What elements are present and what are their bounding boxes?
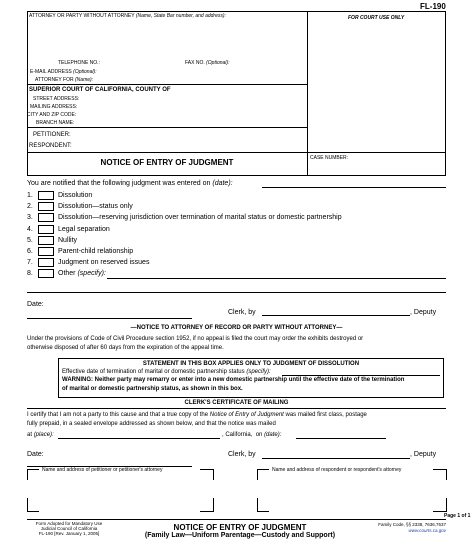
page-number: Page 1 of 1 [444, 513, 471, 519]
case-number-label: CASE NUMBER: [310, 155, 349, 161]
judgment-item [27, 236, 447, 246]
statement-heading: STATEMENT IN THIS BOX APPLIES ONLY TO JUDGMENT OF DISSOLUTION [142, 361, 360, 367]
email-input[interactable] [100, 67, 304, 75]
footer-title: NOTICE OF ENTRY OF JUDGMENT [173, 523, 307, 532]
notice-heading: —NOTICE TO ATTORNEY OF RECORD OR PARTY WITHOUT ATTORNEY— [130, 325, 343, 331]
judgment-item [27, 202, 447, 212]
date-label: Date: [27, 301, 44, 308]
county-input[interactable] [176, 86, 304, 94]
item-number: 6. [27, 248, 33, 255]
fax-label: FAX NO. (Optional): [185, 60, 230, 66]
item-number: 4. [27, 225, 33, 233]
certificate-divider [27, 408, 446, 409]
telephone-input[interactable] [104, 58, 174, 66]
petitioner-label: PETITIONER: [33, 132, 71, 138]
footer-subtitle: (Family Law—Uniform Parentage—Custody and Support) [144, 532, 336, 539]
certificate-line-1: I certify that I am not a party to this cause and that a true copy of the Notice of Entry of Judgment was mailed first class, postage [27, 412, 367, 418]
item-label: Legal separation [58, 225, 110, 233]
judgment-item [27, 191, 447, 201]
petitioner-box-label: Name and address of petitioner or petitioner's attorney [42, 467, 163, 473]
adopted-notice: Form Adopted for Mandatory Use Judicial Council of California FL-190 [Rev. January 1, 2005] [35, 521, 103, 536]
other-specify-line-2[interactable] [27, 292, 446, 293]
judgment-item [27, 247, 447, 257]
case-number-input[interactable] [310, 162, 443, 173]
judgment-date-input[interactable] [262, 187, 446, 188]
item-label: Nullity [58, 236, 78, 244]
city-input[interactable] [90, 111, 304, 118]
clerk-label: Clerk, by [228, 309, 256, 316]
item-checkbox[interactable] [38, 236, 54, 245]
cert-clerk-input[interactable] [262, 458, 410, 459]
attorney-label: ATTORNEY OR PARTY WITHOUT ATTORNEY (Name, State Bar number, and address): [29, 13, 226, 19]
item-label: Dissolution [58, 192, 93, 199]
place-input[interactable] [58, 438, 220, 439]
warning-line-1: WARNING: Neither party may remarry or enter into a new domestic partnership until the effective date of the termination [62, 377, 405, 383]
item-label: Other (specify): [58, 270, 106, 278]
item-number: 2. [27, 203, 33, 211]
courts-website-link[interactable]: www.courts.ca.gov [408, 528, 446, 533]
item-checkbox[interactable] [38, 191, 54, 200]
city-label: CITY AND ZIP CODE: [27, 112, 77, 118]
item-label: Judgment on reserved issues [58, 259, 150, 267]
notice-title: NOTICE OF ENTRY OF JUDGMENT [100, 158, 234, 167]
mailed-date-input[interactable] [296, 438, 386, 439]
item-number: 1. [27, 192, 33, 199]
street-label: STREET ADDRESS: [33, 96, 80, 102]
item-label: Dissolution—reserving jurisdiction over termination of marital status or domestic partnership [58, 214, 342, 222]
branch-input[interactable] [90, 119, 304, 126]
cert-date-label: Date: [27, 451, 44, 458]
form-code: FL-190 [420, 2, 446, 11]
item-number: 8. [27, 270, 33, 278]
respondent-input[interactable] [75, 141, 304, 150]
judgment-item [27, 258, 447, 268]
notice-line-2: otherwise disposed of after 60 days from the expiration of the appeal time. [27, 345, 224, 351]
item-number: 3. [27, 214, 33, 222]
intro-text: You are notified that the following judgment was entered on (date): [27, 180, 233, 187]
item-checkbox[interactable] [38, 258, 54, 267]
place-label: at (place): [27, 432, 54, 438]
warning-line-2: of marital or domestic partnership status, as shown in this box. [62, 386, 243, 392]
effective-date-input[interactable] [282, 375, 440, 376]
cert-clerk-label: Clerk, by [228, 451, 256, 458]
mailing-label: MAILING ADDRESS: [30, 104, 78, 110]
attorney-input[interactable] [30, 22, 302, 56]
email-label: E-MAIL ADDRESS (Optional): [30, 69, 97, 75]
judgment-item [27, 213, 447, 223]
fax-input[interactable] [228, 58, 304, 66]
cert-deputy-label: , Deputy [410, 451, 437, 458]
judgment-item [27, 225, 447, 235]
california-label: , California, on (date): [222, 432, 282, 438]
date-input[interactable] [27, 318, 192, 319]
footer-divider [27, 519, 446, 520]
clerk-input[interactable] [262, 315, 410, 316]
family-code: Family Code, §§ 2338, 7636,7637 [378, 522, 446, 527]
branch-label: BRANCH NAME: [36, 120, 75, 126]
item-checkbox[interactable] [38, 225, 54, 234]
mailing-input[interactable] [90, 103, 304, 110]
attorney-for-label: ATTORNEY FOR (Name): [35, 77, 94, 83]
notice-line-1: Under the provisions of Code of Civil Procedure section 1952, if no appeal is filed the court may order the exhibits destroyed or [27, 336, 364, 342]
item-label: Parent-child relationship [58, 248, 134, 255]
respondent-label: RESPONDENT: [29, 143, 72, 149]
street-input[interactable] [90, 95, 304, 102]
item-checkbox[interactable] [38, 247, 54, 256]
court-title: SUPERIOR COURT OF CALIFORNIA, COUNTY OF [29, 87, 171, 93]
item-number: 5. [27, 236, 33, 244]
telephone-label: TELEPHONE NO.: [58, 60, 100, 66]
other-specify-input[interactable] [107, 278, 446, 279]
court-use-only: FOR COURT USE ONLY [348, 15, 405, 21]
deputy-label: , Deputy [410, 309, 437, 316]
certificate-line-2: fully prepaid, in a sealed envelope addressed as shown below, and that the notice was mailed [27, 421, 276, 427]
item-checkbox[interactable] [38, 213, 54, 222]
respondent-box-label: Name and address of respondent or respondent's attorney [272, 467, 402, 473]
item-checkbox[interactable] [38, 202, 54, 211]
item-checkbox[interactable] [38, 269, 54, 278]
attorney-for-input[interactable] [90, 75, 304, 83]
petitioner-input[interactable] [75, 130, 304, 139]
statement-line-1: Effective date of termination of marital or domestic partnership status (specify): [62, 369, 271, 375]
certificate-heading: CLERK'S CERTIFICATE OF MAILING [184, 400, 289, 406]
item-number: 7. [27, 259, 33, 267]
item-label: Dissolution—status only [58, 203, 133, 211]
